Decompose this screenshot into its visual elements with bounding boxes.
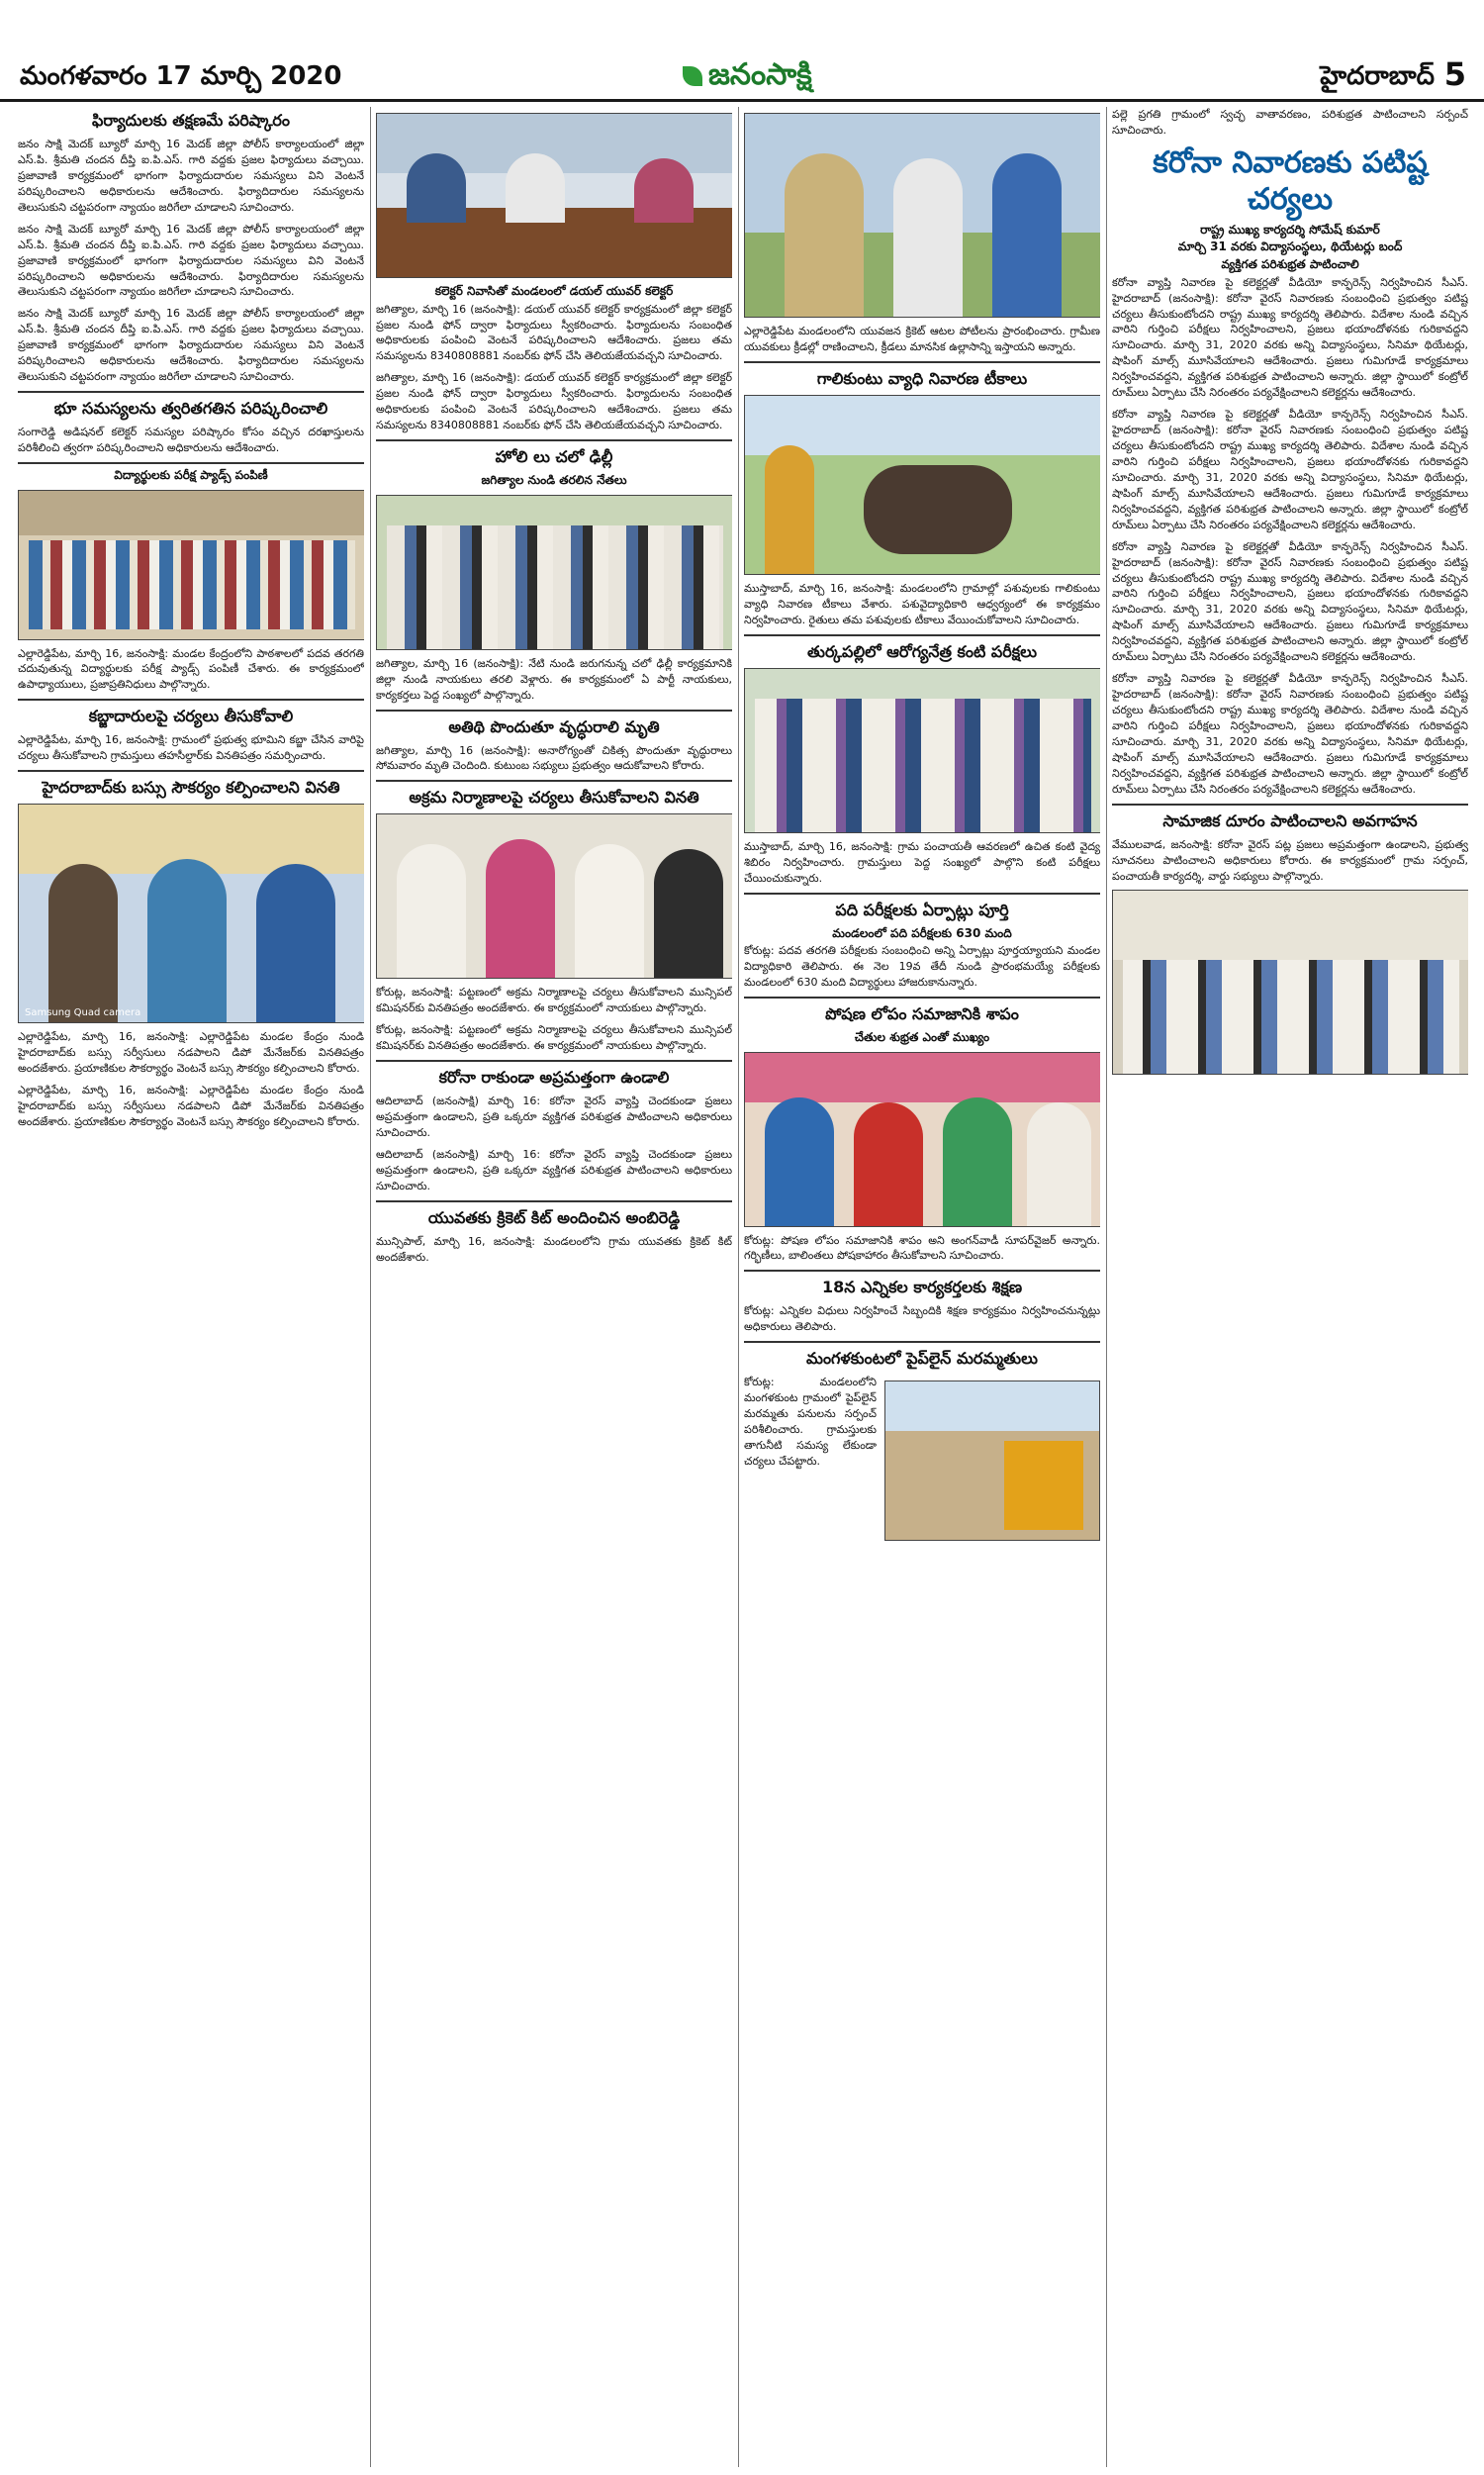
column-rule [370,107,371,2467]
camera-watermark: Samsung Quad camera [25,1007,141,1019]
article-body: ముస్తాబాద్, మార్చి 16, జనంసాక్షి: మండలంలోని గ్రామాల్లో పశువులకు గాలికుంటు వ్యాధి నివారణ టీకాలు వేశారు. పశువైద్యాధికారి ఆధ్వర్యంలో ఈ కార్యక్రమం నిర్వహించారు. రైతులు తమ పశువులకు టీకాలు వేయించుకోవాలని సూచించారు. [744,581,1100,626]
article-headline: పోషణ లోపం సమాజానికి శాపం [825,1003,1019,1023]
article-headline: కరోనా రాకుండా అప్రమత్తంగా ఉండాలి [438,1068,670,1088]
column-3 [744,107,1100,2467]
article-headline: యువతకు క్రికెట్ కిట్ అందించిన అంబిరెడ్డి [427,1207,681,1227]
article-body: జగిత్యాల, మార్చి 16 (జనంసాక్షి): డయల్ యువర్ కలెక్టర్ కార్యక్రమంలో జిల్లా కలెక్టర్ ప్రజల నుండి ఫోన్ ద్వారా ఫిర్యాదులు స్వీకరించారు. ఫిర్యాదులను సంబంధిత అధికారులకు పంపించి వెంటనే పరిష్కరించాలని ఆదేశించారు. ప్రజలు తమ సమస్యలను 8340808881 నంబర్‌కు ఫోన్ చేసి తెలియజేయవచ్చని సూచించారు. [376,371,732,432]
issue-date: మంగళవారం 17 మార్చి 2020 [20,61,342,91]
article-headline: అతిథి పొందుతూ వృద్ధురాలి మృతి [448,716,660,736]
column-rule [738,107,739,2467]
article-body: వేములవాడ, జనంసాక్షి: కరోనా వైరస్ పట్ల ప్రజలు అప్రమత్తంగా ఉండాలని, ప్రభుత్వ సూచనలు పాటించాలని అధికారులు కోరారు. ఈ కార్యక్రమంలో గ్రామ సర్పంచ్, పంచాయతీ కార్యదర్శి, వార్డు సభ్యులు పాల్గొన్నారు. [1112,837,1468,883]
article-headline: భూ సమస్యలను త్వరితగతిన పరిష్కరించాలి [53,399,328,419]
article-headline: పది పరీక్షలకు ఏర్పాట్లు పూర్తి [835,900,1009,919]
news-photo-eye-camp [744,668,1100,833]
article-body: ఆదిలాబాద్ (జనంసాక్షి) మార్చి 16: కరోనా వైరస్ వ్యాప్తి చెందకుండా ప్రజలు అప్రమత్తంగా ఉండాలని, ప్రతి ఒక్కరూ వ్యక్తిగత పరిశుభ్రత పాటించాలని అధికారులు సూచించారు. [376,1147,732,1192]
article-headline: అక్రమ నిర్మాణాలపై చర్యలు తీసుకోవాలని వినతి [409,788,699,808]
article-headline: మంగళకుంటలో పైప్‌లైన్ మరమ్మతులు [806,1349,1038,1369]
article-body: కోరుట్ల, జనంసాక్షి: పట్టణంలో అక్రమ నిర్మాణాలపై చర్యలు తీసుకోవాలని మున్సిపల్ కమిషనర్‌కు వినతిపత్రం అందజేశారు. ఈ కార్యక్రమంలో నాయకులు పాల్గొన్నారు. [376,986,732,1015]
article-body: కరోనా వ్యాప్తి నివారణ పై కలెక్టర్లతో వీడియో కాన్ఫరెన్స్ నిర్వహించిన సీఎస్. హైదరాబాద్ (జనంసాక్షి): కరోనా వైరస్ నివారణకు సంబంధించి ప్రభుత్వం పటిష్ట చర్యలు తీసుకుంటోందని రాష్ట్ర ముఖ్య కార్యదర్శి తెలిపారు. విదేశాల నుండి వచ్చిన వారిని గుర్తించి పరీక్షలు నిర్వహించాలని, ప్రజలు భయాందోళనకు గురికావద్దని సూచించారు. మార్చి 31, 2020 వరకు అన్ని విద్యాసంస్థలు, సినిమా థియేటర్లు, షాపింగ్ మాల్స్ మూసివేయాలని ఆదేశించారు. ప్రజలు గుమిగూడే కార్యక్రమాలు నిర్వహించవద్దని, వ్యక్తిగత పరిశుభ్రత పాటించాలని అన్నారు. జిల్లా స్థాయిలో కంట్రోల్ రూమ్‌లు ఏర్పాటు చేసి నిరంతరం పర్యవేక్షించాలని కలెక్టర్లను ఆదేశించారు. [1112,275,1468,400]
news-photo-pipeline [884,1380,1100,1541]
news-photo-group [376,495,732,650]
lead-headline: కరోనా నివారణకు పటిష్ట చర్యలు [1153,144,1428,218]
news-photo-cattle-vaccination [744,395,1100,575]
article-body: ఎల్లారెడ్డిపేట, మార్చి 16, జనంసాక్షి: ఎల్లారెడ్డిపేట మండల కేంద్రం నుండి హైదరాబాద్‌కు బస్సు సర్వీసులు నడపాలని డిపో మేనేజర్‌కు వినతిపత్రం అందజేశారు. ప్రయాణికుల సౌకర్యార్థం వెంటనే బస్సు సౌకర్యం కల్పించాలని కోరారు. [18,1030,364,1076]
article-body: ఎల్లారెడ్డిపేట, మార్చి 16, జనంసాక్షి: ఎల్లారెడ్డిపేట మండల కేంద్రం నుండి హైదరాబాద్‌కు బస్సు సర్వీసులు నడపాలని డిపో మేనేజర్‌కు వినతిపత్రం అందజేశారు. ప్రయాణికుల సౌకర్యార్థం వెంటనే బస్సు సౌకర్యం కల్పించాలని కోరారు. [18,1084,364,1128]
page-number: 5 [1443,55,1466,93]
article-body: ఎల్లారెడ్డిపేట, మార్చి 16, జనంసాక్షి: మండల కేంద్రంలోని పాఠశాలలో పదవ తరగతి చదువుతున్న విద్యార్థులకు పరీక్ష ప్యాడ్స్ పంపిణీ చేశారు. ఈ కార్యక్రమంలో ఉపాధ్యాయులు, ప్రజాప్రతినిధులు పాల్గొన్నారు. [18,646,364,692]
column-1 [18,107,364,2467]
article-headline: సామాజిక దూరం పాటించాలని అవగాహన [1162,810,1418,830]
article-body: జగిత్యాల, మార్చి 16 (జనంసాక్షి): నేటి నుండి జరుగనున్న చలో ఢిల్లీ కార్యక్రమానికి జిల్లా నుండి నాయకులు తరలి వెళ్లారు. ఈ కార్యక్రమంలో ఏ పార్టీ నాయకులు, కార్యకర్తలు పెద్ద సంఖ్యలో పాల్గొన్నారు. [376,656,732,702]
article-headline: 18న ఎన్నికల కార్యకర్తలకు శిక్షణ [821,1278,1023,1297]
article-body: జగిత్యాల, మార్చి 16 (జనంసాక్షి): డయల్ యువర్ కలెక్టర్ కార్యక్రమంలో జిల్లా కలెక్టర్ ప్రజల నుండి ఫోన్ ద్వారా ఫిర్యాదులు స్వీకరించారు. ఫిర్యాదులను సంబంధిత అధికారులకు పంపించి వెంటనే పరిష్కరించాలని ఆదేశించారు. ప్రజలు తమ సమస్యలను 8340808881 నంబర్‌కు ఫోన్ చేసి తెలియజేయవచ్చని సూచించారు. [376,302,732,363]
news-photo-village-meeting [1112,890,1468,1075]
article-body: ఎల్లారెడ్డిపేట, మార్చి 16, జనంసాక్షి: గ్రామంలో ప్రభుత్వ భూమిని కబ్జా చేసిన వారిపై చర్యలు తీసుకోవాలని గ్రామస్తులు తహసీల్దార్‌కు వినతిపత్రం సమర్పించారు. [18,733,364,763]
article-body: జగిత్యాల, మార్చి 16 (జనంసాక్షి): అనారోగ్యంతో చికిత్స పొందుతూ వృద్ధురాలు సోమవారం మృతి చెందింది. కుటుంబ సభ్యులు ప్రభుత్వం ఆదుకోవాలని కోరారు. [376,743,732,773]
article-body: ముస్తాబాద్, మార్చి 16, జనంసాక్షి: గ్రామ పంచాయతీ ఆవరణలో ఉచిత కంటి వైద్య శిబిరం నిర్వహించారు. గ్రామస్తులు పెద్ద సంఖ్యలో పాల్గొని కంటి పరీక్షలు చేయించుకున్నారు. [744,839,1100,885]
article-body: కరోనా వ్యాప్తి నివారణ పై కలెక్టర్లతో వీడియో కాన్ఫరెన్స్ నిర్వహించిన సీఎస్. హైదరాబాద్ (జనంసాక్షి): కరోనా వైరస్ నివారణకు సంబంధించి ప్రభుత్వం పటిష్ట చర్యలు తీసుకుంటోందని రాష్ట్ర ముఖ్య కార్యదర్శి తెలిపారు. విదేశాల నుండి వచ్చిన వారిని గుర్తించి పరీక్షలు నిర్వహించాలని, ప్రజలు భయాందోళనకు గురికావద్దని సూచించారు. మార్చి 31, 2020 వరకు అన్ని విద్యాసంస్థలు, సినిమా థియేటర్లు, షాపింగ్ మాల్స్ మూసివేయాలని ఆదేశించారు. ప్రజలు గుమిగూడే కార్యక్రమాలు నిర్వహించవద్దని, వ్యక్తిగత పరిశుభ్రత పాటించాలని అన్నారు. జిల్లా స్థాయిలో కంట్రోల్ రూమ్‌లు ఏర్పాటు చేసి నిరంతరం పర్యవేక్షించాలని కలెక్టర్లను ఆదేశించారు. [1112,672,1468,796]
photo-caption: కలెక్టర్ నివాసితో మండలంలో డయల్ యువర్ కలెక్టర్ [434,284,674,298]
article-body: మున్సిపాల్, మార్చి 16, జనంసాక్షి: మండలంలోని గ్రామ యువతకు క్రికెట్ కిట్ అందజేశారు. [376,1234,732,1264]
news-photo-nutrition [744,1052,1100,1227]
article-headline: కబ్జాదారులపై చర్యలు తీసుకోవాలి [88,707,294,726]
article-body: కోరుట్ల: ఎన్నికల విధులు నిర్వహించే సిబ్బందికి శిక్షణ కార్యక్రమం నిర్వహించనున్నట్లు అధికారులు తెలిపారు. [744,1304,1100,1334]
column-4 [1112,107,1468,2467]
leaf-icon [683,66,702,86]
article-body: కరోనా వ్యాప్తి నివారణ పై కలెక్టర్లతో వీడియో కాన్ఫరెన్స్ నిర్వహించిన సీఎస్. హైదరాబాద్ (జనంసాక్షి): కరోనా వైరస్ నివారణకు సంబంధించి ప్రభుత్వం పటిష్ట చర్యలు తీసుకుంటోందని రాష్ట్ర ముఖ్య కార్యదర్శి తెలిపారు. విదేశాల నుండి వచ్చిన వారిని గుర్తించి పరీక్షలు నిర్వహించాలని, ప్రజలు భయాందోళనకు గురికావద్దని సూచించారు. మార్చి 31, 2020 వరకు అన్ని విద్యాసంస్థలు, సినిమా థియేటర్లు, షాపింగ్ మాల్స్ మూసివేయాలని ఆదేశించారు. ప్రజలు గుమిగూడే కార్యక్రమాలు నిర్వహించవద్దని, వ్యక్తిగత పరిశుభ్రత పాటించాలని అన్నారు. జిల్లా స్థాయిలో కంట్రోల్ రూమ్‌లు ఏర్పాటు చేసి నిరంతరం పర్యవేక్షించాలని కలెక్టర్లను ఆదేశించారు. [1112,408,1468,531]
article-headline: ఫిర్యాదులకు తక్షణమే పరిష్కారం [91,111,291,130]
newspaper-logo: జనంసాక్షి [683,57,812,99]
article-body: కోరుట్ల: మండలంలోని మంగళకుంట గ్రామంలో పైప్‌లైన్ మరమ్మతు పనులను సర్పంచ్ పరిశీలించారు. గ్రామస్తులకు తాగునీటి సమస్య లేకుండా చర్యలు చేపట్టారు. [744,1376,877,1468]
article-deck: రాష్ట్ర ముఖ్య కార్యదర్శి సోమేష్ కుమార్ [1200,222,1380,237]
news-photo-memorandum [18,804,364,1023]
article-subheadline: మండలంలో పది పరీక్షలకు 630 మంది [832,925,1012,940]
article-body: ఆదిలాబాద్ (జనంసాక్షి) మార్చి 16: కరోనా వైరస్ వ్యాప్తి చెందకుండా ప్రజలు అప్రమత్తంగా ఉండాలని, ప్రతి ఒక్కరూ వ్యక్తిగత పరిశుభ్రత పాటించాలని అధికారులు సూచించారు. [376,1095,732,1139]
article-body: జనం సాక్షి మెదక్ బ్యూరో మార్చి 16 మెదక్ జిల్లా పోలీస్ కార్యాలయంలో జిల్లా ఎస్.పి. శ్రీమతి చందన దీప్తి ఐ.పి.ఎస్. గారి వద్దకు ప్రజల ఫిర్యాదులు వచ్చాయి. ప్రజావాణి కార్యక్రమంలో భాగంగా ఫిర్యాదుదారుల సమస్యలు విని వెంటనే పరిష్కరించాలని అధికారులను ఆదేశించారు. ఫిర్యాదిదారుల సమస్యలను తెలుసుకుని చట్టపరంగా న్యాయం జరిగేలా చూడాలని సూచించారు. [18,307,364,384]
article-headline: గాలికుంటు వ్యాధి నివారణ టీకాలు [816,368,1028,388]
article-subheadline: జగిత్యాల నుండి తరలిన నేతలు [481,473,627,488]
news-photo-dial-your-collector [376,113,732,278]
article-body: పల్లె ప్రగతి గ్రామంలో స్వచ్ఛ వాతావరణం, పరిశుభ్రత పాటించాలని సర్పంచ్ సూచించారు. [1112,108,1468,137]
article-headline: తుర్కపల్లిలో ఆరోగ్యనేత్ర కంటి పరీక్షలు [806,641,1038,661]
article-subheadline: చేతుల శుభ్రత ఎంతో ముఖ్యం [854,1029,990,1044]
masthead [0,0,1484,102]
news-photo-students [18,490,364,640]
article-body: కోరుట్ల: పదవ తరగతి పరీక్షలకు సంబంధించి అన్ని ఏర్పాట్లు పూర్తయ్యాయని మండల విద్యాధికారి తెలిపారు. ఈ నెల 19వ తేదీ నుండి ప్రారంభమయ్యే పరీక్షలకు మండలంలో 630 మంది విద్యార్థులు హాజరుకానున్నారు. [744,944,1100,989]
article-body: కరోనా వ్యాప్తి నివారణ పై కలెక్టర్లతో వీడియో కాన్ఫరెన్స్ నిర్వహించిన సీఎస్. హైదరాబాద్ (జనంసాక్షి): కరోనా వైరస్ నివారణకు సంబంధించి ప్రభుత్వం పటిష్ట చర్యలు తీసుకుంటోందని రాష్ట్ర ముఖ్య కార్యదర్శి తెలిపారు. విదేశాల నుండి వచ్చిన వారిని గుర్తించి పరీక్షలు నిర్వహించాలని, ప్రజలు భయాందోళనకు గురికావద్దని సూచించారు. మార్చి 31, 2020 వరకు అన్ని విద్యాసంస్థలు, సినిమా థియేటర్లు, షాపింగ్ మాల్స్ మూసివేయాలని ఆదేశించారు. ప్రజలు గుమిగూడే కార్యక్రమాలు నిర్వహించవద్దని, వ్యక్తిగత పరిశుభ్రత పాటించాలని అన్నారు. జిల్లా స్థాయిలో కంట్రోల్ రూమ్‌లు ఏర్పాటు చేసి నిరంతరం పర్యవేక్షించాలని కలెక్టర్లను ఆదేశించారు. [1112,539,1468,664]
article-body: కోరుట్ల, జనంసాక్షి: పట్టణంలో అక్రమ నిర్మాణాలపై చర్యలు తీసుకోవాలని మున్సిపల్ కమిషనర్‌కు వినతిపత్రం అందజేశారు. ఈ కార్యక్రమంలో నాయకులు పాల్గొన్నారు. [376,1023,732,1053]
news-photo-petition [376,813,732,979]
column-rule [1106,107,1107,2467]
article-deck: వ్యక్తిగత పరిశుభ్రత పాటించాలి [1221,257,1359,272]
article-body: సంగారెడ్డి అడిషనల్ కలెక్టర్ సమస్యల పరిష్కారం కోసం వచ్చిన దరఖాస్తులను పరిశీలించి త్వరగా పరిష్కరించాలని అధికారులను ఆదేశించారు. [18,426,364,454]
news-photo-cricket [744,113,1100,318]
edition-city: హైదరాబాద్ [1320,61,1435,91]
column-2 [376,107,732,2467]
article-body: కోరుట్ల: పోషణ లోపం సమాజానికి శాపం అని అంగన్‌వాడీ సూపర్‌వైజర్ అన్నారు. గర్భిణీలు, బాలింతలు పోషకాహారం తీసుకోవాలని సూచించారు. [744,1233,1100,1263]
article-deck: మార్చి 31 వరకు విద్యాసంస్థలు, థియేటర్లు బంద్ [1177,239,1403,254]
article-headline: విద్యార్థులకు పరీక్ష ప్యాడ్స్ పంపిణీ [114,467,268,482]
article-body: జనం సాక్షి మెదక్ బ్యూరో మార్చి 16 మెదక్ జిల్లా పోలీస్ కార్యాలయంలో జిల్లా ఎస్.పి. శ్రీమతి చందన దీప్తి ఐ.పి.ఎస్. గారి వద్దకు ప్రజల ఫిర్యాదులు వచ్చాయి. ప్రజావాణి కార్యక్రమంలో భాగంగా ఫిర్యాదుదారుల సమస్యలు విని వెంటనే పరిష్కరించాలని అధికారులను ఆదేశించారు. ఫిర్యాదిదారుల సమస్యలను తెలుసుకుని చట్టపరంగా న్యాయం జరిగేలా చూడాలని సూచించారు. [18,138,364,214]
article-headline: హోలి లు చలో ఢిల్లీ [495,447,613,467]
article-headline: హైదరాబాద్‌కు బస్సు సౌకర్యం కల్పించాలని వినతి [42,778,340,798]
article-body: ఎల్లారెడ్డిపేట మండలంలోని యువజన క్రికెట్ ఆటల పోటీలను ప్రారంభించారు. గ్రామీణ యువకులు క్రీడల్లో రాణించాలని, క్రీడలు మానసిక ఉల్లాసాన్ని ఇస్తాయని అన్నారు. [744,325,1100,353]
article-body: జనం సాక్షి మెదక్ బ్యూరో మార్చి 16 మెదక్ జిల్లా పోలీస్ కార్యాలయంలో జిల్లా ఎస్.పి. శ్రీమతి చందన దీప్తి ఐ.పి.ఎస్. గారి వద్దకు ప్రజల ఫిర్యాదులు వచ్చాయి. ప్రజావాణి కార్యక్రమంలో భాగంగా ఫిర్యాదుదారుల సమస్యలు విని వెంటనే పరిష్కరించాలని అధికారులను ఆదేశించారు. ఫిర్యాదిదారుల సమస్యలను తెలుసుకుని చట్టపరంగా న్యాయం జరిగేలా చూడాలని సూచించారు. [18,222,364,299]
